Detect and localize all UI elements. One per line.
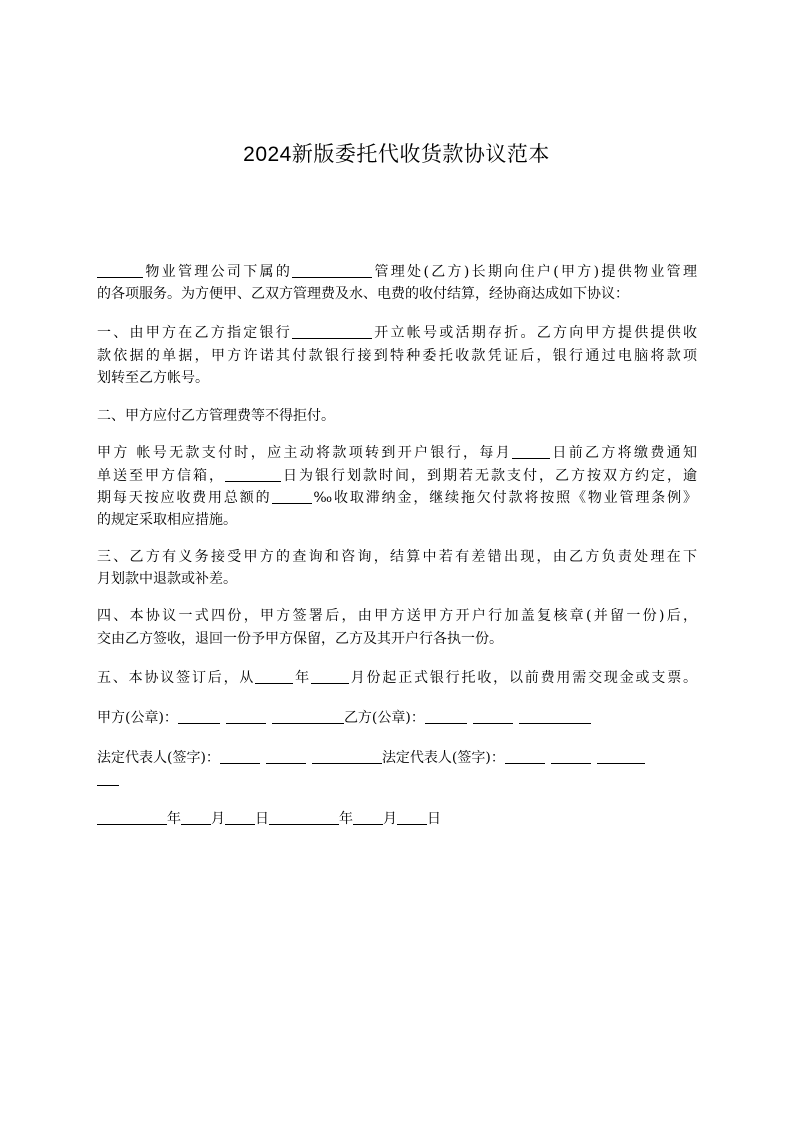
party-a-year-blank[interactable] xyxy=(97,810,167,825)
party-b-rep-blank-wrap[interactable] xyxy=(97,771,119,786)
clause-5-line-1: 五、本协议签订后，从 年 月份起正式银行托收，以前费用需交现金或支票。 xyxy=(97,670,698,686)
para-3-line-3: 期每天按应收费用总额的 ‰收取滞纳金，继续拖欠付款将按照《物业管理条例》 xyxy=(97,490,697,506)
party-b-month-blank[interactable] xyxy=(353,810,383,825)
party-b-seal-blank-1[interactable] xyxy=(425,709,467,724)
clause-3-line-1: 三、乙方有义务接受甲方的查询和咨询，结算中若有差错出现，由乙方负责处理在下 xyxy=(97,549,697,565)
clause-3-line-2: 月划款中退款或补差。 xyxy=(97,571,237,587)
party-a-day-blank[interactable] xyxy=(225,810,255,825)
para-3-line-4: 的规定采取相应措施。 xyxy=(97,512,237,528)
party-b-day-blank[interactable] xyxy=(397,810,427,825)
clause-4-line-1: 四、本协议一式四份，甲方签署后，由甲方送甲方开户行加盖复核章(并留一份)后， xyxy=(97,608,697,624)
page-title: 2024新版委托代收货款协议范本 xyxy=(243,143,550,166)
representative-line-wrap xyxy=(97,770,119,790)
para-3-line-2: 单送至甲方信箱， 日为银行划款时间，到期若无款支付，乙方按双方约定，逾 xyxy=(97,468,697,484)
intro-line-2: 的各项服务。为方便甲、乙双方管理费及水、电费的收付结算，经协商达成如下协议： xyxy=(97,286,629,302)
party-b-rep-blank-2[interactable] xyxy=(551,749,591,764)
late-fee-rate-blank[interactable] xyxy=(272,489,312,504)
date-line: 年 月 日 年 月 日 xyxy=(97,809,441,829)
party-b-rep-blank-1[interactable] xyxy=(505,749,545,764)
office-name-blank[interactable] xyxy=(292,263,372,278)
party-b-rep-label: 法定代表人(签字)： xyxy=(381,750,505,766)
debit-day-blank[interactable] xyxy=(225,467,281,482)
company-name-blank[interactable] xyxy=(97,263,143,278)
start-month-blank[interactable] xyxy=(311,669,349,684)
representative-line xyxy=(97,748,645,768)
party-a-rep-blank-3[interactable] xyxy=(312,749,382,764)
notice-day-blank[interactable] xyxy=(512,444,550,459)
party-a-rep-label: 法定代表人(签字)： xyxy=(97,750,220,766)
party-a-rep-blank-1[interactable] xyxy=(220,749,260,764)
party-b-year-blank[interactable] xyxy=(269,810,339,825)
para-3-line-1: 甲方 帐号无款支付时，应主动将款项转到开户银行，每月 日前乙方将缴费通知 xyxy=(97,445,697,461)
intro-line-1: 物业管理公司下属的 管理处(乙方)长期向住户(甲方)提供物业管理 xyxy=(97,262,697,282)
party-a-month-blank[interactable] xyxy=(181,810,211,825)
party-a-seal-label: 甲方(公章)： xyxy=(97,710,178,726)
clause-1-line-3: 划转至乙方帐号。 xyxy=(97,370,209,386)
clause-1-line-2: 款依据的单据，甲方许诺其付款银行接到特种委托收款凭证后，银行通过电脑将款项 xyxy=(97,348,697,364)
start-year-blank[interactable] xyxy=(255,669,293,684)
party-b-rep-blank-3[interactable] xyxy=(597,749,645,764)
party-b-seal-blank-2[interactable] xyxy=(473,709,513,724)
seal-line xyxy=(97,708,591,728)
party-a-rep-blank-2[interactable] xyxy=(266,749,306,764)
party-a-seal-blank-2[interactable] xyxy=(226,709,266,724)
clause-2-line-1: 二、甲方应付乙方管理费等不得拒付。 xyxy=(97,408,335,424)
party-b-seal-blank-3[interactable] xyxy=(519,709,591,724)
clause-4-line-2: 交由乙方签收，退回一份予甲方保留，乙方及其开户行各执一份。 xyxy=(97,631,503,647)
party-a-seal-blank-1[interactable] xyxy=(178,709,220,724)
party-a-seal-blank-3[interactable] xyxy=(272,709,344,724)
bank-name-blank[interactable] xyxy=(292,324,372,339)
clause-1-line-1: 一、由甲方在乙方指定银行 开立帐号或活期存折。乙方向甲方提供提供收 xyxy=(97,325,697,341)
party-b-seal-label: 乙方(公章)： xyxy=(343,710,425,726)
